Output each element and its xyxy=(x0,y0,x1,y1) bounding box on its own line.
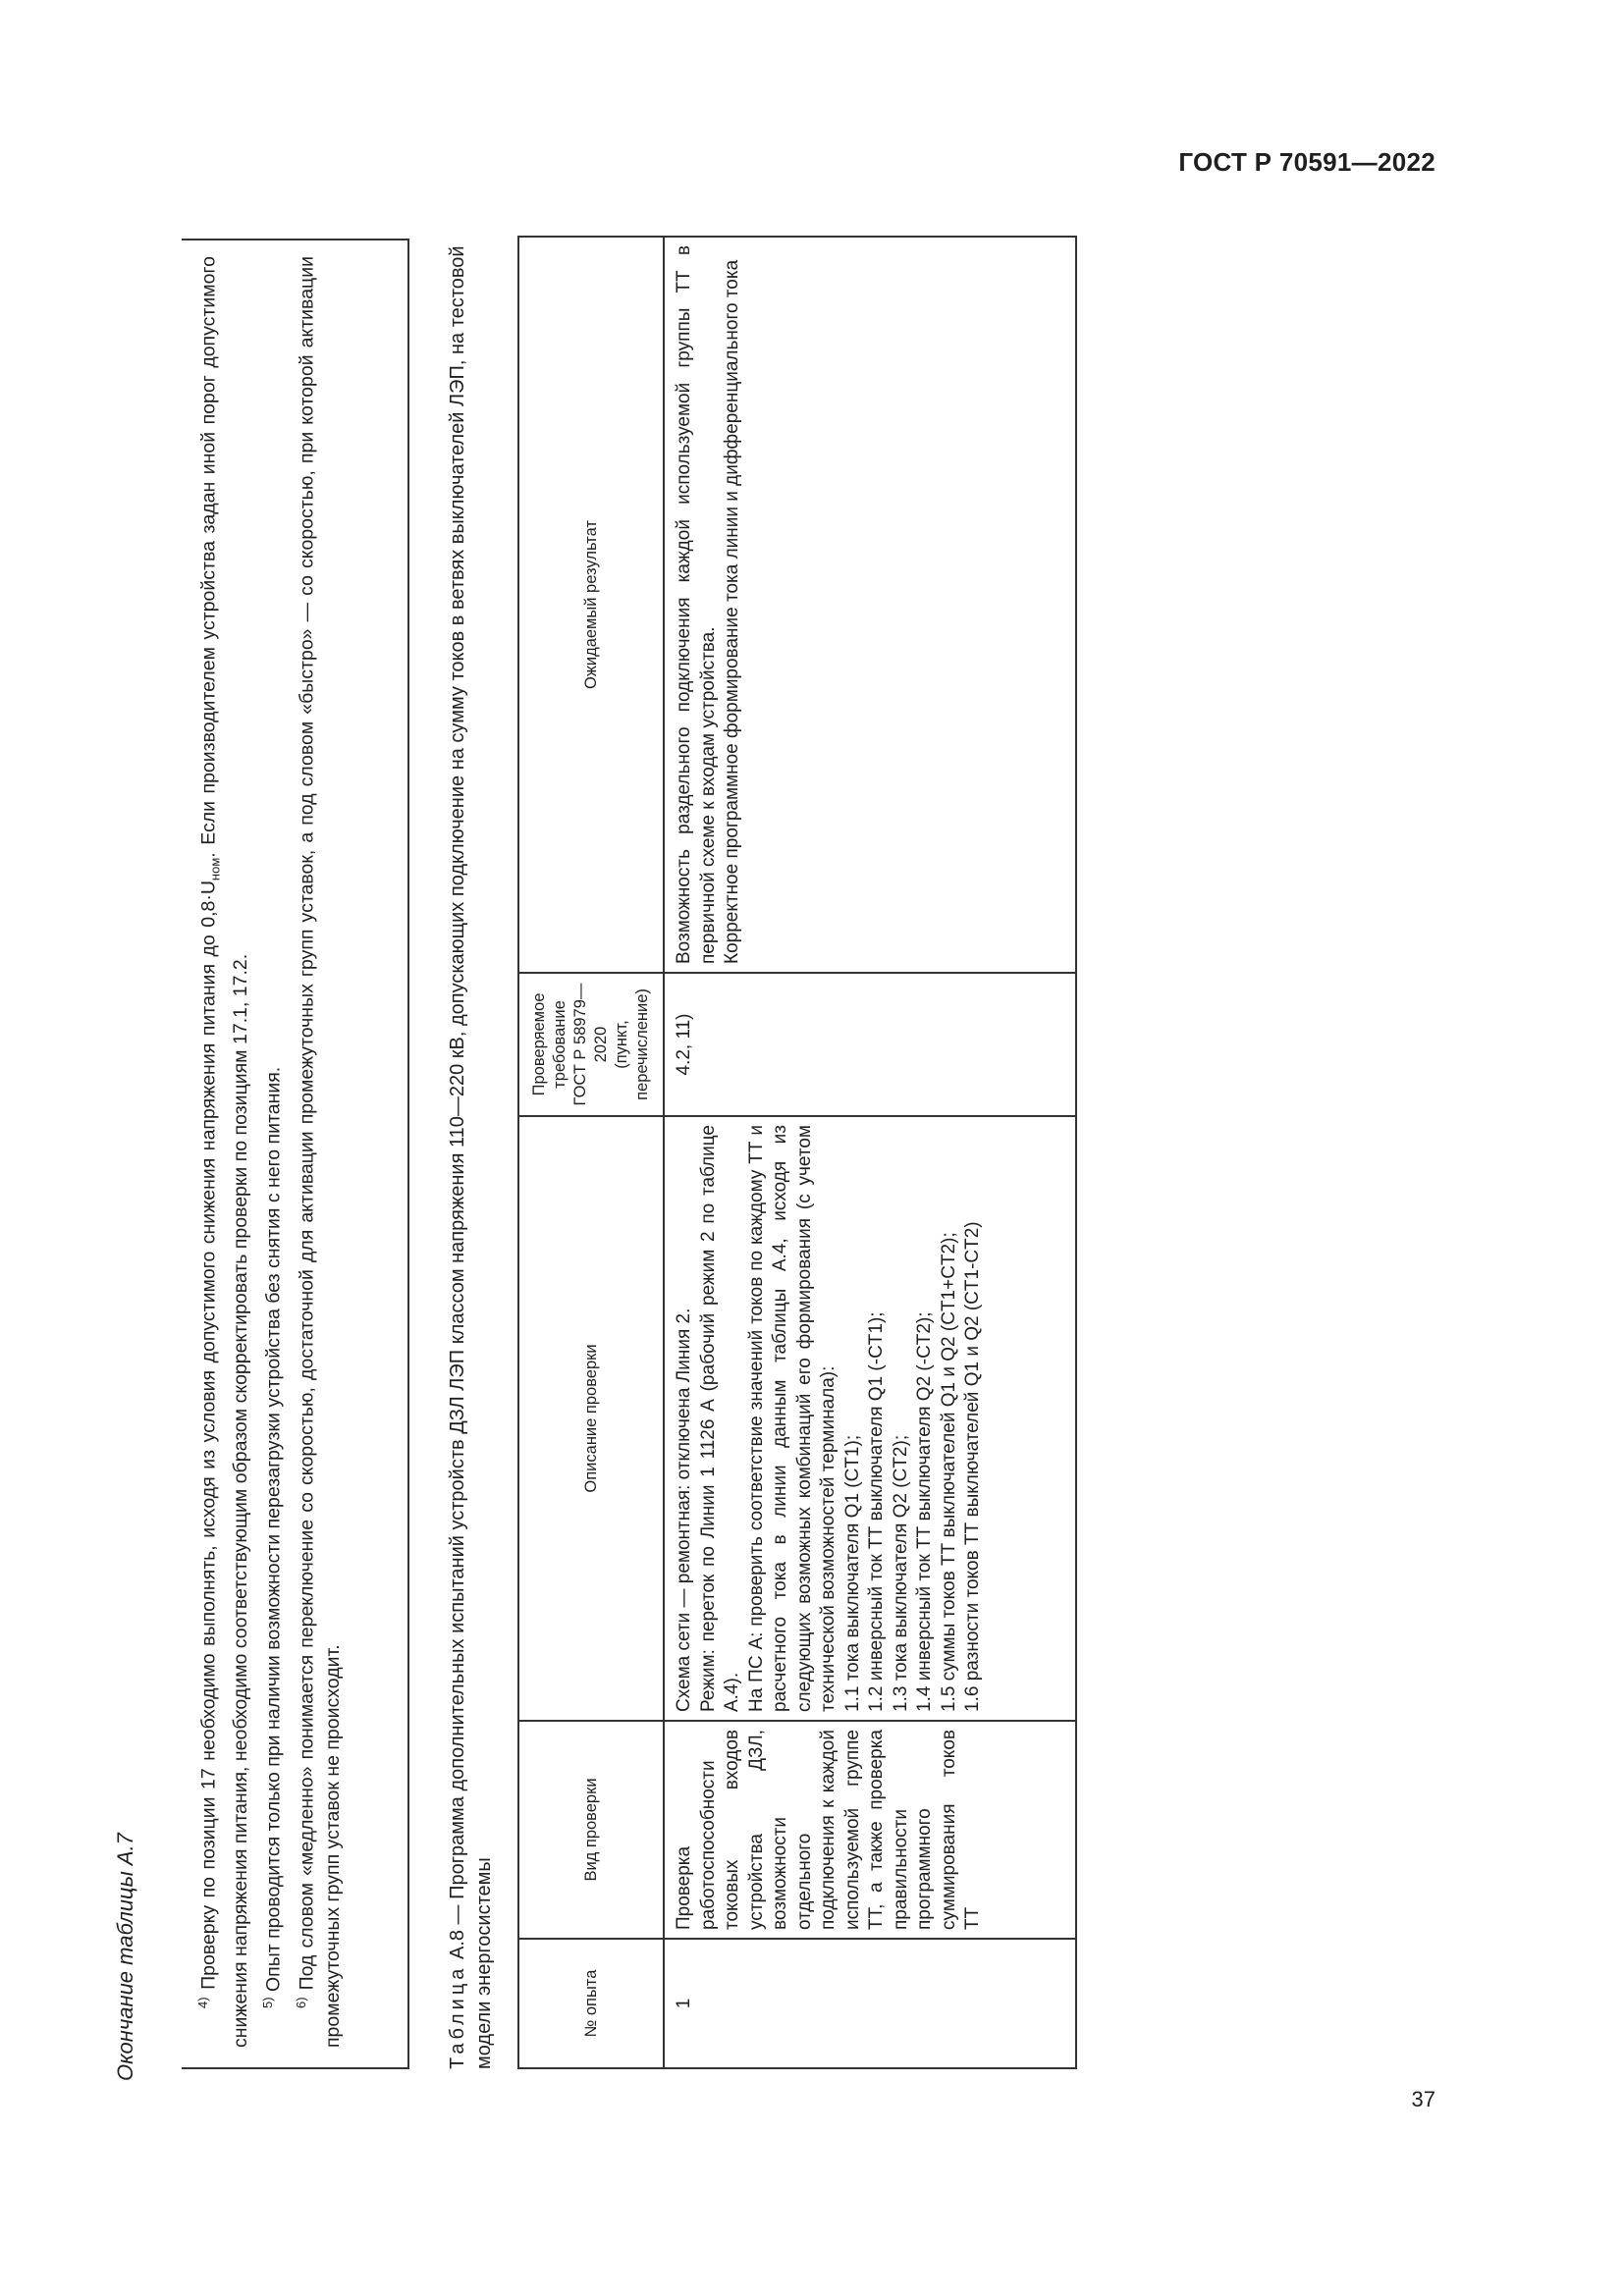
table-row xyxy=(664,237,1076,2068)
header-requirement-line3: (пункт, перечисление) xyxy=(613,988,651,1100)
continuation-label: Окончание таблицы А.7 xyxy=(113,1833,137,2081)
document-header: ГОСТ Р 70591—2022 xyxy=(1178,147,1435,177)
description-line: 1.3 тока выключателя Q2 (CT2); xyxy=(890,1434,911,1712)
note-6-mark: 6) xyxy=(293,1997,308,2008)
note-6-text: Под словом «медленно» понимается переключение со скоростью, достаточной для активации промежуточных групп уставок, а под словом «быстро» — со скоростью, при которой активации промежуточных групп уставок не происходит. xyxy=(296,256,345,2048)
table-notes xyxy=(182,239,409,2069)
header-requirement-line2: ГОСТ Р 58979—2020 xyxy=(571,983,610,1106)
cell-requirement: 4.2, 11) xyxy=(664,973,1076,1116)
header-test-type: Вид проверки xyxy=(518,1721,664,1939)
note-5 xyxy=(254,256,288,2048)
note-4-subscript: ном xyxy=(207,857,223,881)
cell-test-type: Проверка работоспособности токовых входов устройства ДЗЛ, возможности отдельного подключения к каждой используемой группе ТТ, а также проверка правильности программного суммирования токов ТТ xyxy=(664,1721,1076,1939)
note-4-mark: 4) xyxy=(195,1997,210,2008)
note-6 xyxy=(288,256,348,2048)
header-test-description: Описание проверки xyxy=(518,1116,664,1721)
table-caption xyxy=(445,239,498,2069)
cell-test-description xyxy=(664,1116,1076,1721)
result-line: Возможность раздельного подключения каждой используемой группы ТТ в первичной схеме к входам устройства. xyxy=(674,245,719,964)
note-4-text-b: . Если производителем устройства задан иной порог допустимого снижения напряжения питания, необходимо соответствующим образом скорректировать проверки по позициям 17.1, 17.2. xyxy=(197,255,252,2048)
description-line: Схема сети — ремонтная: отключена Линия 2. xyxy=(674,1308,694,1712)
page-number: 37 xyxy=(1411,2087,1435,2111)
table-header-row xyxy=(518,237,664,2068)
description-line: 1.1 тока выключателя Q1 (CT1); xyxy=(841,1434,863,1712)
header-test-number: № опыта xyxy=(518,1939,664,2068)
header-requirement xyxy=(518,973,664,1116)
note-4-text-a: Проверку по позиции 17 необходимо выполнять, исходя из условия допустимого снижения напряжения питания до 0,8·U xyxy=(197,881,220,1990)
header-expected-result: Ожидаемый результат xyxy=(518,237,664,973)
rotated-content xyxy=(113,236,1095,2081)
description-line: Режим: переток по Линии 1 1126 А (рабочий режим 2 по таблице А.4). xyxy=(697,1125,742,1712)
description-line: 1.5 суммы токов ТТ выключателей Q1 и Q2 (CT1+CT2); xyxy=(938,1232,959,1712)
cell-expected-result xyxy=(664,237,1076,973)
description-line: 1.4 инверсный ток ТТ выключателя Q2 (-CT2); xyxy=(914,1311,935,1712)
note-5-text: Опыт проводится только при наличии возможности перезагрузки устройства без снятия с него питания. xyxy=(262,1066,285,1993)
result-line: Корректное программное формирование тока линии и дифференциального тока xyxy=(722,259,742,964)
header-requirement-line1: Проверяемое требование xyxy=(530,992,568,1096)
description-line: 1.2 инверсный ток ТТ выключателя Q1 (-CT1); xyxy=(866,1311,887,1712)
cell-test-number: 1 xyxy=(664,1939,1076,2068)
table-caption-text: А.8 — Программа дополнительных испытаний устройств ДЗЛ ЛЭП классом напряжения 110—220 кВ, допускающих подключение на сумму токов в ветвях выключателей ЛЭП, на тестовой модели энергосистемы xyxy=(447,245,495,2069)
description-line: На ПС А: проверить соответствие значений токов по каждому ТТ и расчетного тока в линии данным таблицы А.4, исходя из следующих возможных комбинаций его формирования (с учетом технической возможностей терминала): xyxy=(745,1125,839,1712)
table-caption-prefix: Таблица xyxy=(447,1964,468,2069)
note-4 xyxy=(189,256,254,2048)
tests-table xyxy=(517,236,1077,2069)
note-5-mark: 5) xyxy=(260,1997,276,2008)
description-line: 1.6 разности токов ТТ выключателей Q1 и Q2 (CT1-CT2) xyxy=(962,1221,983,1712)
